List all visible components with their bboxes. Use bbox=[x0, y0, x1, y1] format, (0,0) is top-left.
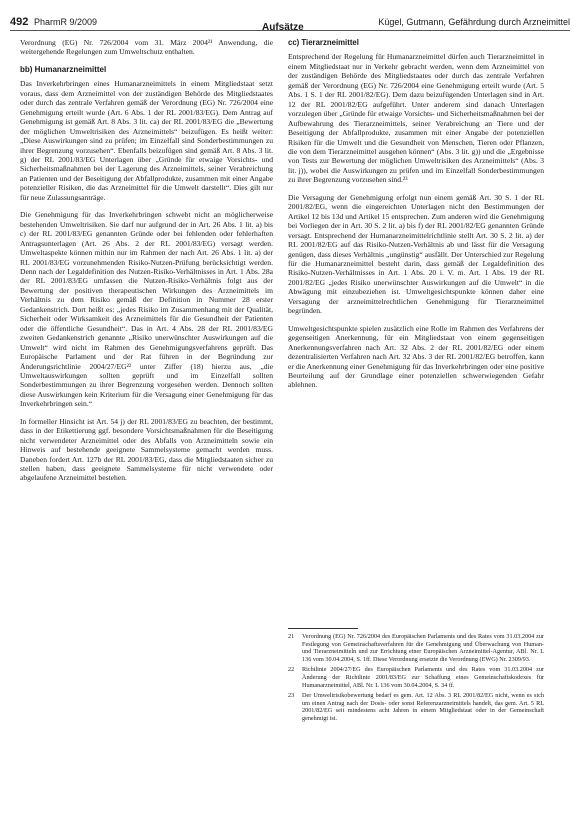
footnote-number: 21 bbox=[288, 633, 295, 640]
section-heading-humanarzneimittel: bb) Humanarzneimittel bbox=[20, 64, 107, 74]
footnote bbox=[288, 633, 544, 663]
body-paragraph: Das Inverkehrbringen eines Humanarzneimittels in einem Mitgliedstaat setzt voraus, dass dem Arzneimittel von der zuständigen Behörde des Mitgliedstaates oder durch das zentrale Verfahren gemäß der Verordnung (EG) Nr. 726/2004 eine Genehmigung erteilt wurde (Art. 6 Abs. 1 der RL 2001/83/EG). Dem Antrag auf Genehmigung ist gemäß Art. 8 Abs. 3 lit. ca) der RL 2001/83/EG die „Bewertung der möglichen Umweltrisiken des Arzneimittels“ beizufügen. Es heißt weiter: „Diese Auswirkungen sind zu prüfen; im Einzelfall sind Sonderbestimmungen zu ihrer Begrenzung vorzusehen“. Ebenfalls beizufügen sind gemäß Art. 8 Abs. 3 lit. g) der RL 2001/83/EG Unterlagen über „Gründe für etwaige Vorsichts- und Sicherheitsmaßnahmen bei der Lagerung des Arzneimittels, seiner Verabreichung an Patienten und der Beseitigung der Abfallprodukte, zusammen mit einer Angabe potenzieller Risiken, die das Arzneimittel für die Umwelt darstellt“. Dies gilt nur für neue Zulassungsanträge. bbox=[20, 79, 273, 202]
footnote-text: Richtlinie 2004/27/EG des Europäischen Parlaments und des Rates vom 31.03.2004 zur Änderung der Richtlinie 2001/83/EG zur Schaffung eines Gemeinschaftskodexes für Humanarzneimittel, ABl. Nr. L 136 vom 30.04.2004, S. 34 ff. bbox=[302, 666, 544, 689]
section-heading-tierarzneimittel: cc) Tierarzneimittel bbox=[288, 38, 359, 47]
left-column bbox=[20, 38, 273, 491]
body-paragraph: Entsprechend der Regelung für Humanarzneimittel dürfen auch Tierarzneimittel in einem Mitgliedstaat nur in Verkehr gebracht werden, wenn dem Arzneimittel von der zuständigen Behörde des Mitgliedstaates oder durch das zentrale Verfahren gemäß der Verordnung (EG) Nr. 726/2004 eine Genehmigung erteilt wurde (Art. 5 Abs. 1 S. 1 der RL 2001/82/EG). Dem dazu beizufügenden Unterlagen sind in Art. 12 der RL 2001/82/EG aufgeführt. Unter anderem sind danach Unterlagen vorzulegen über „Gründe für etwaige Vorsichts- und Sicherheitsmaßnahmen bei der Aufbewahrung des Tierarzneimittels, seiner Verabreichung an Tiere und der Beseitigung der Abfallprodukte, zusammen mit einer Angabe der potenziellen Risiken für die Umwelt und die Gesundheit von Menschen, Tieren oder Pflanzen, die von dem Tierarzneimittel ausgehen können“ (Abs. 3 lit. g)) und die „Ergebnisse von Tests zur Bewertung der möglichen Umweltrisiken des Arzneimittels“ (Abs. 3 lit. j)), wobei die Auswirkungen zu prüfen und im Einzelfall Sonderbestimmungen zu ihrer Begrenzung vorzusehen sind.²³ bbox=[288, 52, 544, 185]
intro-paragraph: Verordnung (EG) Nr. 726/2004 vom 31. März 2004²¹ Anwendung, die weitergehende Regelungen zum Umweltschutz enthalten. bbox=[20, 38, 273, 57]
body-paragraph: Umweltgesichtspunkte spielen zusätzlich eine Rolle im Rahmen des Verfahrens der gegenseitigen Anerkennung, für ein Mitgliedstaat von einem gegenseitigen Anerkennungsverfahren nach Art. 32 Abs. 2 der RL 2001/82/EG oder einem dezentralisierten Verfahren nach Art. 32 Abs. 3 der RL 2001/82/EG betroffen, kann er die Anerkennung einer Genehmigung für das Inverkehrbringen oder eine positive Beurteilung auf der Grundlage einer potenziellen schwerwiegenden Gefahr ablehnen. bbox=[288, 323, 544, 390]
footnote bbox=[288, 692, 544, 722]
footnote-text: Verordnung (EG) Nr. 726/2004 des Europäischen Parlaments und des Rates vom 31.03.2004 zur Festlegung von Gemeinschaftsverfahren für die Genehmigung und Überwachung von Human- und Tierarzneimitteln und zur Errichtung einer Europäischen Arzneimittel-Agentur, ABl. Nr. L 136 vom 30.04.2004, S. 1ff. Diese Verordnung ersetzte die Verordnung (EWG) Nr. 2309/93. bbox=[302, 633, 544, 663]
footnote-rule bbox=[288, 628, 358, 629]
footnotes bbox=[288, 633, 544, 726]
header-rule bbox=[10, 30, 570, 31]
footnote-number: 22 bbox=[288, 666, 295, 674]
right-column bbox=[288, 38, 544, 398]
footnote-text: Der Umweltrisikobewertung bedarf es gem. Art. 12 Abs. 3 RL 2001/82/EG nicht, wenn es sich um einen Antrag nach der Dosis- oder sonst Referenzarzneimittels handelt, das gem. Art. 5 RL 2001/82/EG seit mindestens acht Jahren in einem Mitgliedstaat oder in der Gemeinschaft genehmigt ist. bbox=[302, 692, 544, 722]
running-title: Kügel, Gutmann, Gefährdung durch Arzneimittel bbox=[378, 17, 570, 27]
footnote bbox=[288, 666, 544, 689]
body-paragraph: Die Versagung der Genehmigung erfolgt nun einem gemäß Art. 30 S. 1 der RL 2001/82/EG, wenn die eingereichten Unterlagen nicht den Bestimmungen der Artikel 12 bis 13d und Artikel 15 entsprechen. Zum anderen wird die Genehmigung bei Vorliegen der in Art. 30 S. 2 lit. a) bis f) der RL 2001/82/EG genannten Gründe versagt. Entsprechend der Humanarzneimittelrichtlinie stellt Art. 30 S. 2 lit. a) der RL 2001/82/EG auf das Risiko-Nutzen-Verhältnis ab und lässt für die Versagung genügen, dass dieses Verhältnis „ungünstig“ ausfällt. Der Unterschied zur Regelung für die Humanarzneimittel besteht darin, dass gemäß der Legaldefinition des Risiko-Nutzen-Verhältnisses in Art. 1 Abs. 20 i. V. m. Art. 1 Abs. 19 der RL 2001/82/EG „jedes Risiko unerwünschter Auswirkungen auf die Umwelt“ in die Abwägung mit einzubeziehen ist. Umweltgesichtspunkte können daher eine Versagung der arzneimittelrechtlichen Genehmigung für Tierarzneimittel begründen. bbox=[288, 192, 544, 316]
body-paragraph: Die Genehmigung für das Inverkehrbringen schwebt nicht an möglicherweise bestehenden Umweltrisiken. Sie darf nur aufgrund der in Art. 26 Abs. 1 lit. a) bis c) der RL 2001/83/EG genannten Gründe oder bei fehlenden oder fehlerhaften Antragsunterlagen (Art. 26 Abs. 2 der RL 2001/83/EG) versagt werden. Umweltaspekte können mithin nur im Rahmen der nach Art. 26 Abs. 1 lit. a) der RL 2001/83/EG vorzunehmenden Risiko-Nutzen-Prüfung berücksichtigt werden. Denn nach der Legaldefinition des Nutzen-Risiko-Verhältnisses in Art. 1 Abs. 28a der RL 2001/83/EG umfassen die Nutzen-Risiko-Verhältnis folgt aus der Bewertung der positiven therapeutischen Wirkungen des Arzneimittels im Verhältnis zu dem Risiko gemäß der Definition in Nummer 28 erster Gedankenstrich. Dort heißt es: „jedes Risiko im Zusammenhang mit der Qualität, Sicherheit oder Wirksamkeit des Arzneimittels für die Gesundheit der Patienten oder die öffentliche Gesundheit“. Das in Art. 4 Abs. 28 der RL 2001/83/EG zweiten Gedankenstrich genannte „Risiko unerwünschter Auswirkungen auf die Umwelt“ wird nicht im Rahmen des Genehmigungsverfahrens geprüft. Das Europäische Parlament und der Rat führen in der Begründung zur Änderungsrichtlinie 2004/27/EG²² unter Ziffer (18) hierzu aus, „die Umweltauswirkungen sollten geprüft und im Einzelfall sollten Sonderbestimmungen zu ihrer Begrenzung vorgesehen werden. Dennoch sollten diese Auswirkungen kein Kriterium für die Versagung einer Genehmigung für das Inverkehrbringen sein.“ bbox=[20, 210, 273, 409]
section-title: Aufsätze bbox=[262, 22, 304, 33]
body-paragraph: In formeller Hinsicht ist Art. 54 j) der RL 2001/83/EG zu beachten, der bestimmt, dass in der Etikettierung ggf. besondere Vorsichtsmaßnahmen für die Beseitigung nicht verwendeter Arzneimittel oder des Abfalls von Arzneimitteln sowie ein Hinweis auf bestehende geeignete Sammelsysteme gemacht werden muss. Daneben fordert Art. 127b der RL 2001/83/EG, dass die Mitgliedstaaten sicher zu stellen haben, dass geeignete Sammelsysteme für nicht verwendete oder abgelaufene Arzneimittel bestehen. bbox=[20, 416, 273, 483]
journal-name: PharmR 9/2009 bbox=[34, 17, 98, 27]
page-number: 492 bbox=[10, 16, 29, 28]
footnote-number: 23 bbox=[288, 692, 295, 700]
